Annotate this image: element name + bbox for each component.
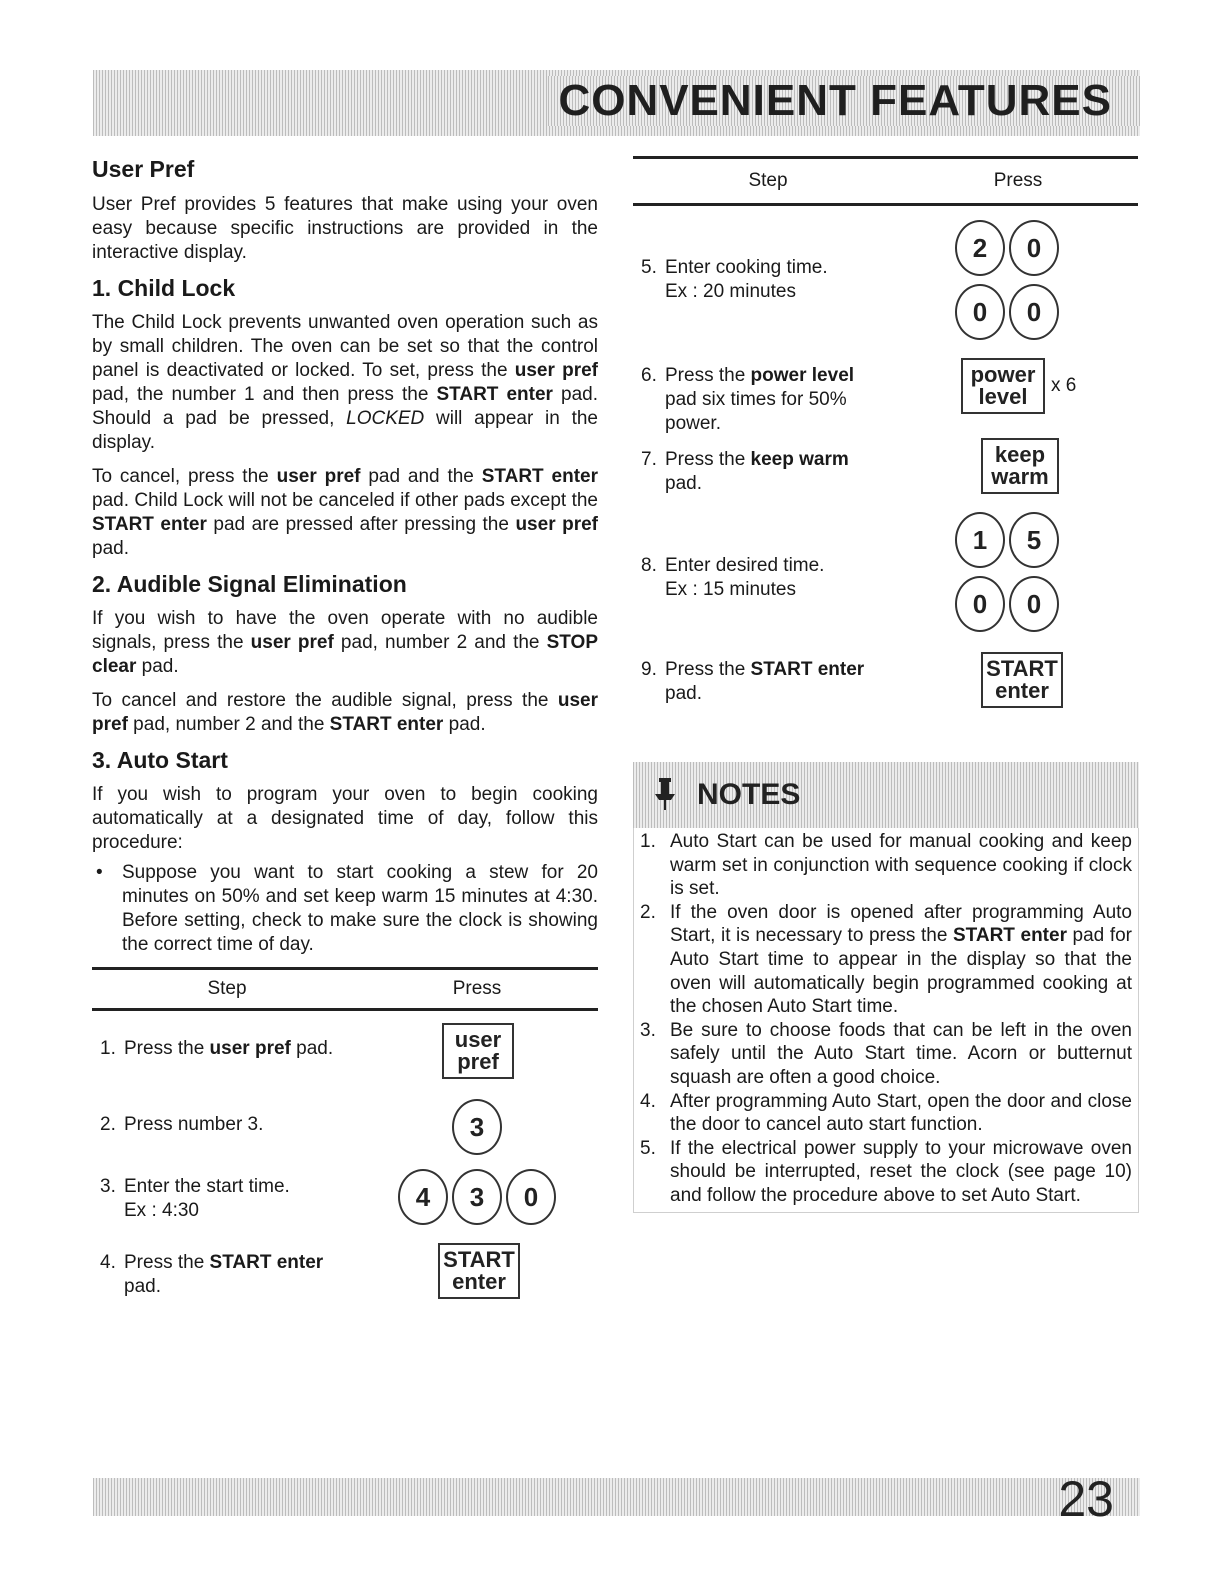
start-enter-pad[interactable]: START enter <box>438 1243 520 1299</box>
user-pref-pad[interactable]: user pref <box>442 1023 514 1079</box>
number-4-key[interactable]: 4 <box>398 1169 448 1225</box>
table-header <box>92 967 598 1011</box>
child-lock-paragraph-2: To cancel, press the user pref pad and the START enter pad. Child Lock will not be canceled if other pads except the START enter pad are pressed after pressing the user pref pad. <box>92 466 598 559</box>
audible-signal-heading: 2. Audible Signal Elimination <box>92 571 407 597</box>
user-pref-heading: User Pref <box>92 156 195 182</box>
step-row-1: 1. Press the user pref pad. user pref <box>92 1011 598 1089</box>
step-4-pads <box>438 1243 520 1299</box>
pushpin-icon <box>651 776 679 812</box>
keep-warm-pad[interactable]: keep warm <box>981 438 1059 494</box>
user-pref-intro: User Pref provides 5 features that make using your oven easy because specific instructions are provided in the interactive display. <box>92 194 598 263</box>
step-row-2: 2. Press number 3. 3 <box>92 1089 598 1161</box>
auto-start-intro: If you wish to program your oven to begin cooking automatically at a designated time of day, follow this procedure: <box>92 784 598 853</box>
step-5-pads <box>955 220 1063 340</box>
number-3-key[interactable]: 3 <box>452 1169 502 1225</box>
press-column-header: Press <box>452 978 502 999</box>
steps-table-left <box>92 967 598 1319</box>
step-6-pads <box>961 358 1076 414</box>
step-1-pads <box>442 1023 514 1079</box>
list-item: 2. If the oven door is opened after programming Auto Start, it is necessary to press the START enter pad for Auto Start time to appear in the display so that the oven will automatically begin programmed cooking at the chosen Auto Start time. <box>640 901 1132 1018</box>
step-6-text: Press the power level pad six times for 50% power. <box>665 365 855 434</box>
footer-band <box>93 1471 1140 1527</box>
number-2-key[interactable]: 2 <box>955 220 1005 276</box>
step-9-text: Press the START enter pad. <box>665 659 865 704</box>
audible-paragraph-1: If you wish to have the oven operate with no audible signals, press the user pref pad, number 2 and the STOP clear pad. <box>92 608 598 677</box>
header-band <box>93 70 1140 136</box>
number-0-key[interactable]: 0 <box>955 576 1005 632</box>
child-lock-paragraph-1: The Child Lock prevents unwanted oven operation such as by small children. The oven can be set so that the control panel is deactivated or locked. To set, press the user pref pad, the number 1 and then press the START enter pad. Should a pad be pressed, LOCKED will appear in the display. <box>92 312 599 453</box>
audible-paragraph-2: To cancel and restore the audible signal, press the user pref pad, number 2 and the START enter pad. <box>92 690 598 735</box>
notes-banner <box>633 762 1139 828</box>
number-0-key[interactable]: 0 <box>955 284 1005 340</box>
step-3-text: Enter the start time. Ex : 4:30 <box>124 1176 290 1221</box>
number-0-key[interactable]: 0 <box>1009 220 1059 276</box>
notes-title: NOTES <box>697 778 801 811</box>
start-enter-pad[interactable]: START enter <box>981 652 1063 708</box>
step-2-text: Press number 3. <box>124 1114 264 1135</box>
page-number: 23 <box>1058 1471 1114 1527</box>
table-header <box>633 156 1138 206</box>
auto-start-heading: 3. Auto Start <box>92 747 228 773</box>
step-column-header: Step <box>748 170 788 191</box>
page-title: CONVENIENT FEATURES <box>548 76 1140 126</box>
steps-table-right <box>633 156 1138 730</box>
step-row-3: 3. Enter the start time. Ex : 4:30 4 3 0 <box>92 1161 598 1239</box>
power-level-pad[interactable]: power level <box>961 358 1045 414</box>
step-7-text: Press the keep warm pad. <box>665 449 849 494</box>
step-4-text: Press the START enter pad. <box>124 1252 324 1297</box>
notes-box <box>633 762 1139 1213</box>
step-row-9: 9. Press the START enter pad. START enter <box>633 658 1138 730</box>
step-row-8: 8. Enter desired time. Ex : 15 minutes 1 5 0 0 <box>633 506 1138 658</box>
list-item: 4. After programming Auto Start, open the door and close the door to cancel auto start function. <box>640 1090 1132 1136</box>
step-8-text: Enter desired time. Ex : 15 minutes <box>665 555 825 600</box>
press-column-header: Press <box>993 170 1043 191</box>
step-row-7: 7. Press the keep warm pad. keep warm <box>633 446 1138 506</box>
step-9-pads <box>981 652 1063 708</box>
step-column-header: Step <box>207 978 247 999</box>
step-row-4: 4. Press the START enter pad. START enter <box>92 1239 598 1319</box>
number-5-key[interactable]: 5 <box>1009 512 1059 568</box>
auto-start-bullet: • Suppose you want to start cooking a stew for 20 minutes on 50% and set keep warm 15 minutes at 4:30. Before setting, check to make sure the clock is showing the correct time of day. <box>92 861 598 957</box>
right-column <box>633 156 1138 730</box>
list-item: 1. Auto Start can be used for manual cooking and keep warm set in conjunction with sequence cooking if clock is set. <box>640 831 1132 900</box>
step-2-pads <box>452 1099 506 1155</box>
notes-list <box>633 828 1139 1213</box>
step-row-5: 5. Enter cooking time. Ex : 20 minutes 2 0 0 0 <box>633 206 1138 352</box>
child-lock-heading: 1. Child Lock <box>92 275 236 301</box>
number-0-key[interactable]: 0 <box>1009 576 1059 632</box>
number-0-key[interactable]: 0 <box>506 1169 556 1225</box>
step-1-text: Press the user pref pad. <box>124 1038 334 1059</box>
list-item: 3. Be sure to choose foods that can be left in the oven safely until the Auto Start time. Acorn or butternut squash are often a good choice. <box>640 1019 1132 1088</box>
step-8-pads <box>955 512 1063 632</box>
list-item: 5. If the electrical power supply to your microwave oven should be interrupted, reset the clock (see page 10) and follow the procedure above to set Auto Start. <box>640 1137 1132 1206</box>
number-0-key[interactable]: 0 <box>1009 284 1059 340</box>
step-row-6: 6. Press the power level pad six times for 50% power. power level x 6 <box>633 352 1138 446</box>
step-3-pads <box>398 1169 560 1225</box>
number-3-key[interactable]: 3 <box>452 1099 502 1155</box>
step-7-pads <box>981 438 1059 494</box>
bullet-dot-icon: • <box>96 862 103 883</box>
left-column <box>92 156 598 1319</box>
step-5-text: Enter cooking time. Ex : 20 minutes <box>665 257 828 302</box>
number-1-key[interactable]: 1 <box>955 512 1005 568</box>
times-six-label: x 6 <box>1051 375 1077 396</box>
